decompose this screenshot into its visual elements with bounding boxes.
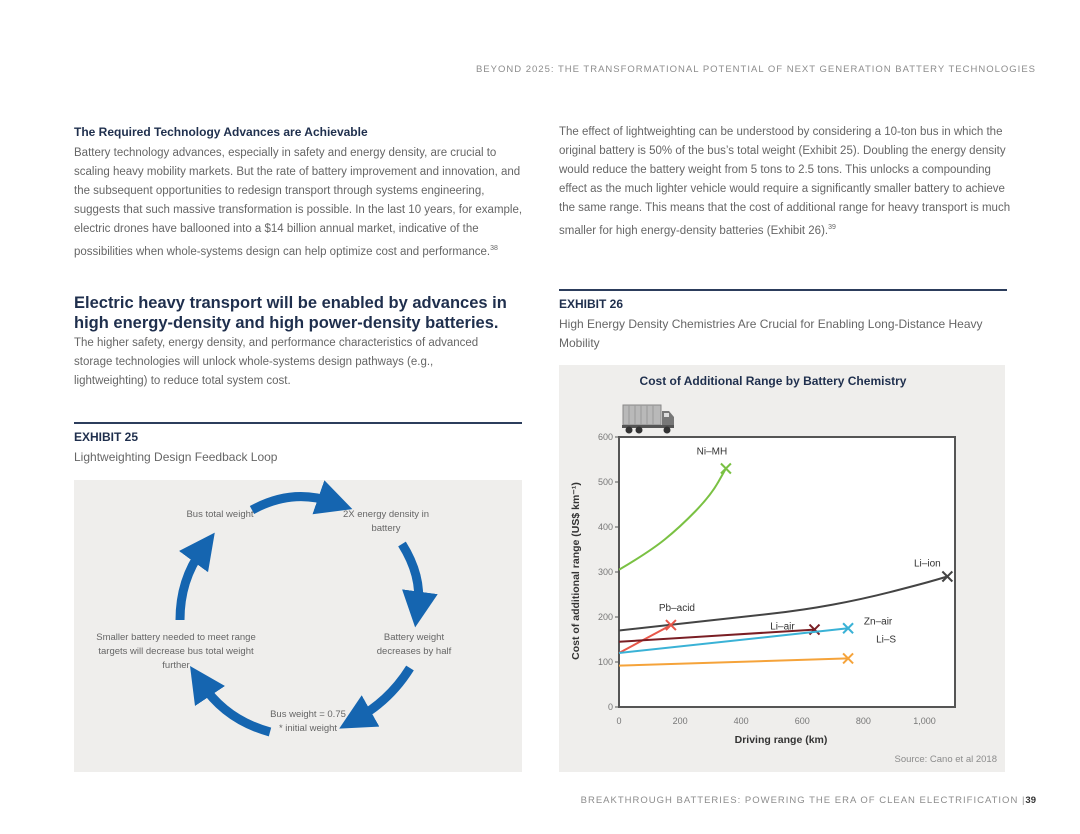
exhibit25-label: EXHIBIT 25 <box>74 430 139 444</box>
loop-arrow-5 <box>180 550 202 620</box>
exhibit25-rule <box>74 422 522 424</box>
range-cost-chart <box>559 365 1005 772</box>
series-label: Li–air <box>770 621 795 633</box>
y-tick-label: 100 <box>597 657 613 667</box>
loop-arrow-3 <box>358 668 410 718</box>
y-tick-label: 300 <box>597 567 613 577</box>
step-energy-density: 2X energy density in battery <box>342 509 430 534</box>
chart-title: Cost of Additional Range by Battery Chemistry <box>639 374 907 388</box>
step-smaller-battery: Smaller battery needed to meet range targets will decrease bus total weight further <box>96 632 256 671</box>
loop-arrow-1 <box>252 497 332 510</box>
section-heading: Electric heavy transport will be enabled by advances in high energy-density and high power-density batteries. <box>74 294 507 332</box>
loop-arrow-4 <box>202 684 270 732</box>
step-battery-weight: Battery weight decreases by half <box>376 632 452 657</box>
section-body <box>74 144 526 262</box>
y-tick-label: 500 <box>597 477 613 487</box>
exhibit25-subtitle: Lightweighting Design Feedback Loop <box>74 450 278 464</box>
page-number: 39 <box>1025 795 1036 806</box>
exhibit25-panel <box>74 480 522 772</box>
step-bus-weight: Bus weight = 0.75 * initial weight <box>270 709 346 734</box>
exhibit26-rule <box>559 289 1007 291</box>
right-paragraph-ref: 39 <box>828 224 836 231</box>
x-tick-label: 800 <box>855 716 871 726</box>
heading-body: The higher safety, energy density, and performance characteristics of advanced storage technologies will unlock whole-systems design pathways (e.g., lightweighting) to reduce total system cost. <box>74 337 479 387</box>
right-paragraph-text: The effect of lightweighting can be understood by considering a 10-ton bus in which the original battery is 50% of the bus’s total weight (Exhibit 25). Doubling the energy density would reduce the battery weight from 5 tons to 2.5 tons. This unlocks a compounding effect as the much lighter vehicle would require a significantly smaller battery to achieve the same range. This means that the cost of additional range for heavy transport is much smaller for high energy-density batteries (Exhibit 26). <box>559 126 1011 237</box>
x-axis-label: Driving range (km) <box>734 734 828 746</box>
y-tick-label: 400 <box>597 522 613 532</box>
x-tick-label: 600 <box>794 716 810 726</box>
exhibit26-panel <box>559 365 1005 772</box>
loop-arrow-2 <box>402 544 419 606</box>
section-body-text: Battery technology advances, especially in safety and energy density, are crucial to scaling heavy mobility markets. But the rate of battery improvement and innovation, and the subsequent opportunities to redesign transport through systems engineering, suggests that such massive transformation is possible. In the last 10 years, for example, electric drones have ballooned into a $14 billion annual market, indicative of the possibilities when whole-systems design can help optimize cost and performance. <box>74 147 523 258</box>
y-tick-label: 200 <box>597 612 613 622</box>
exhibit26-source: Source: Cano et al 2018 <box>894 754 997 765</box>
x-tick-label: 400 <box>733 716 749 726</box>
y-tick-label: 600 <box>597 432 613 442</box>
section-title: The Required Technology Advances are Achievable <box>74 125 368 139</box>
series-label: Li–ion <box>914 558 941 570</box>
footer-text: BREAKTHROUGH BATTERIES: POWERING THE ERA OF CLEAN ELECTRIFICATION | <box>580 795 1026 806</box>
truck-icon <box>622 405 674 434</box>
series-label: Zn–air <box>863 616 893 628</box>
series-label: Ni–MH <box>696 446 728 458</box>
x-tick-label: 0 <box>616 716 622 726</box>
page-footer <box>581 795 1036 806</box>
right-paragraph <box>559 123 1011 241</box>
exhibit26-label: EXHIBIT 26 <box>559 297 624 311</box>
step-bus-total-weight: Bus total weight <box>186 509 254 520</box>
running-head: BEYOND 2025: THE TRANSFORMATIONAL POTENTIAL OF NEXT GENERATION BATTERY TECHNOLOGIES <box>475 64 1036 75</box>
series-label: Li–S <box>876 634 897 646</box>
section-ref: 38 <box>490 245 498 252</box>
x-tick-label: 1,000 <box>913 716 936 726</box>
exhibit26-subtitle: High Energy Density Chemistries Are Crucial for Enabling Long-Distance Heavy Mobility <box>559 317 983 350</box>
x-tick-label: 200 <box>672 716 688 726</box>
plot-frame <box>619 437 955 707</box>
y-tick-label: 0 <box>607 702 613 712</box>
series-label: Pb–acid <box>658 603 695 615</box>
y-axis-label: Cost of additional range (US$ km⁻¹) <box>570 482 582 660</box>
